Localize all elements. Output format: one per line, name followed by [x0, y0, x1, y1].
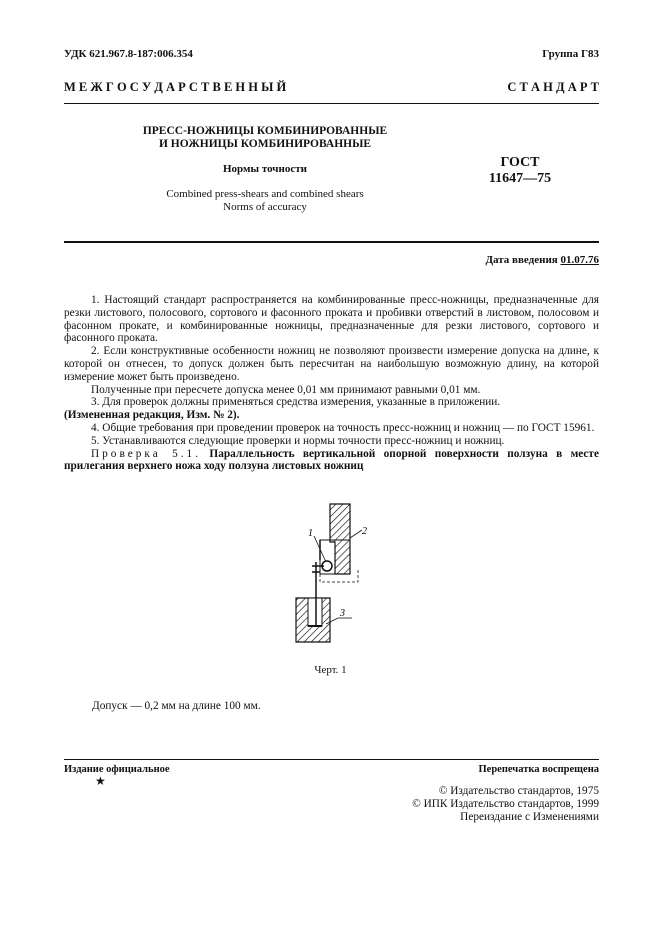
- copyright-1: © Издательство стандартов, 1975: [438, 785, 599, 797]
- gost-label: ГОСТ: [500, 155, 540, 170]
- paragraph-3: Полученные при пересчете допуска менее 0,01 мм принимают равными 0,01 мм.: [91, 383, 481, 396]
- paragraph-4: 3. Для проверок должны применяться средства измерения, указанные в приложении.: [91, 396, 501, 409]
- interstate-standard-banner: [64, 80, 599, 95]
- gost-number-block: [480, 155, 560, 187]
- reissue-note: Переиздание с Изменениями: [460, 811, 599, 823]
- star-icon: ★: [95, 774, 106, 788]
- gost-number: 11647—75: [488, 171, 552, 186]
- top-divider: [64, 103, 599, 104]
- paragraph-6: 5. Устанавливаются следующие проверки и нормы точности пресс-ножниц и ножниц.: [91, 434, 505, 447]
- leader-2: [350, 530, 362, 538]
- check-label: Проверка 5.1.: [91, 447, 202, 460]
- figure-caption: Черт. 1: [314, 664, 347, 676]
- label-1: 1: [308, 528, 313, 539]
- official-edition: Издание официальное: [64, 764, 170, 775]
- check-title: Параллельность вертикальной опорной поверхности ползуна в месте прилегания верхнего ножа ходу ползуна листовых ножниц: [64, 447, 599, 473]
- english-title: [100, 188, 430, 214]
- footer-divider: [64, 759, 599, 760]
- english-title-line-1: Combined press-shears and combined shears: [166, 188, 364, 200]
- paragraph-5: 4. Общие требования при проведении проверок на точность пресс-ножниц и ножниц — по ГОСТ 15961.: [91, 421, 595, 434]
- title-block: [100, 125, 430, 214]
- introduction-date: [485, 254, 599, 266]
- paragraph-1: 1. Настоящий стандарт распространяется на комбинированные пресс-ножницы, предназначенные для резки листового, полосового, сортового и фасонного проката и пробивки отверстий в листовом, полосовом и фасонном прокате, и комбинированные ножницы, предназначенные для резки листового, сортового и фасонного проката.: [64, 294, 599, 345]
- copyright-block: [412, 785, 599, 824]
- slide-body: [330, 504, 350, 574]
- copyright-2: © ИПК Издательство стандартов, 1999: [412, 798, 599, 810]
- introduction-date-value: 01.07.76: [560, 254, 599, 266]
- reprint-prohibited: Перепечатка воспрещена: [478, 764, 599, 775]
- tolerance-text: Допуск — 0,2 мм на длине 100 мм.: [92, 700, 261, 712]
- english-title-line-2: Norms of accuracy: [223, 201, 307, 213]
- title-line-1: ПРЕСС-НОЖНИЦЫ КОМБИНИРОВАННЫЕ: [142, 125, 388, 137]
- introduction-date-label: Дата введения: [485, 254, 558, 266]
- body-text: [64, 294, 599, 473]
- banner-word-2: С Т А Н Д А Р Т: [507, 80, 599, 94]
- amendment-note: (Измененная редакция, Изм. № 2).: [64, 409, 240, 422]
- udk-code: УДК 621.967.8-187:006.354: [64, 48, 193, 60]
- label-2: 2: [362, 526, 367, 537]
- label-3: 3: [340, 608, 345, 619]
- check-5-1: [64, 448, 599, 474]
- middle-divider: [64, 241, 599, 243]
- banner-word-1: М Е Ж Г О С У Д А Р С Т В Е Н Н Ы Й: [64, 80, 287, 94]
- table-slot: [308, 598, 322, 626]
- group-code: Группа Г83: [542, 48, 599, 60]
- drawing-1: [290, 500, 380, 650]
- title-line-2: И НОЖНИЦЫ КОМБИНИРОВАННЫЕ: [158, 138, 372, 150]
- paragraph-2: 2. Если конструктивные особенности ножниц не позволяют произвести измерение допуска на длине, к которой он отнесен, то допуск должен быть пересчитан на наибольшую возможную длину, на которой измерение может быть произведено.: [64, 345, 599, 383]
- subtitle: Нормы точности: [223, 163, 307, 175]
